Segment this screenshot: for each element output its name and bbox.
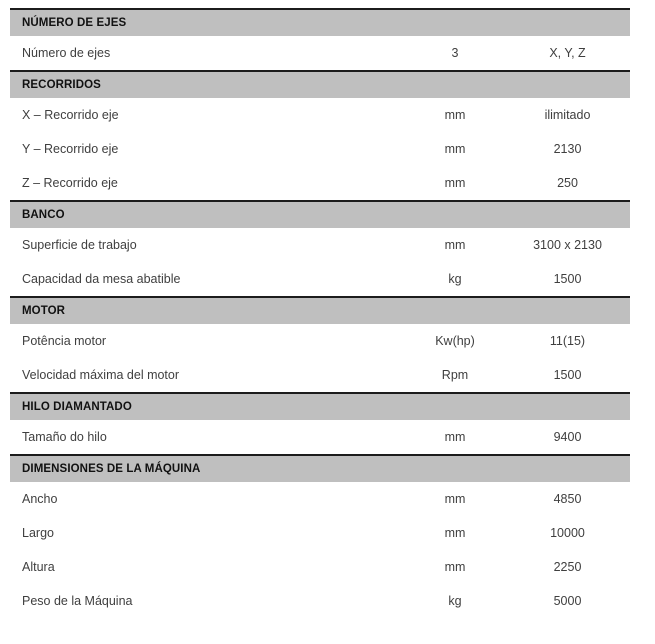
section-header-row: [10, 71, 630, 98]
table-row: [10, 36, 630, 71]
table-row: [10, 358, 630, 393]
table-row: [10, 584, 630, 618]
section-title: HILO DIAMANTADO: [22, 401, 132, 413]
row-value: 1500: [505, 262, 630, 297]
row-unit: mm: [405, 132, 505, 166]
row-value: X, Y, Z: [505, 36, 630, 71]
row-unit: Kw(hp): [405, 324, 505, 358]
table-row: [10, 482, 630, 516]
row-label: X – Recorrido eje: [10, 98, 405, 132]
section-title: DIMENSIONES DE LA MÁQUINA: [22, 463, 201, 475]
row-label: Peso de la Máquina: [10, 584, 405, 618]
specifications-table-body: [10, 9, 630, 618]
section-title: MOTOR: [22, 305, 66, 317]
section-title: RECORRIDOS: [22, 79, 101, 91]
table-row: [10, 324, 630, 358]
row-value: 5000: [505, 584, 630, 618]
table-row: [10, 228, 630, 262]
row-unit: Rpm: [405, 358, 505, 393]
row-unit: mm: [405, 516, 505, 550]
row-value: 10000: [505, 516, 630, 550]
section-header-row: [10, 297, 630, 324]
section-header-cell: [10, 71, 630, 98]
section-header-row: [10, 393, 630, 420]
table-row: [10, 98, 630, 132]
row-label: Potência motor: [10, 324, 405, 358]
section-header-cell: [10, 297, 630, 324]
row-label: Número de ejes: [10, 36, 405, 71]
section-header-cell: [10, 9, 630, 36]
section-title: NÚMERO DE EJES: [22, 17, 127, 29]
row-label: Y – Recorrido eje: [10, 132, 405, 166]
table-row: [10, 550, 630, 584]
row-value: 250: [505, 166, 630, 201]
row-value: 2130: [505, 132, 630, 166]
row-unit: mm: [405, 166, 505, 201]
table-row: [10, 132, 630, 166]
row-value: 9400: [505, 420, 630, 455]
row-value: 11(15): [505, 324, 630, 358]
specifications-sheet: [10, 8, 630, 618]
row-unit: kg: [405, 584, 505, 618]
row-label: Z – Recorrido eje: [10, 166, 405, 201]
table-row: [10, 166, 630, 201]
row-label: Altura: [10, 550, 405, 584]
table-row: [10, 262, 630, 297]
row-label: Velocidad máxima del motor: [10, 358, 405, 393]
row-label: Tamaño do hilo: [10, 420, 405, 455]
row-value: 1500: [505, 358, 630, 393]
row-label: Superficie de trabajo: [10, 228, 405, 262]
row-label: Largo: [10, 516, 405, 550]
section-header-row: [10, 9, 630, 36]
section-header-row: [10, 201, 630, 228]
row-value: 2250: [505, 550, 630, 584]
section-header-cell: [10, 455, 630, 482]
row-unit: mm: [405, 550, 505, 584]
row-label: Ancho: [10, 482, 405, 516]
row-unit: mm: [405, 420, 505, 455]
section-header-cell: [10, 201, 630, 228]
section-title: BANCO: [22, 209, 65, 221]
row-unit: kg: [405, 262, 505, 297]
row-value: ilimitado: [505, 98, 630, 132]
row-unit: mm: [405, 482, 505, 516]
row-value: 4850: [505, 482, 630, 516]
row-unit: mm: [405, 228, 505, 262]
row-unit: mm: [405, 98, 505, 132]
row-label: Capacidad da mesa abatible: [10, 262, 405, 297]
row-unit: 3: [405, 36, 505, 71]
specifications-table: [10, 8, 630, 618]
row-value: 3100 x 2130: [505, 228, 630, 262]
section-header-cell: [10, 393, 630, 420]
table-row: [10, 420, 630, 455]
table-row: [10, 516, 630, 550]
section-header-row: [10, 455, 630, 482]
